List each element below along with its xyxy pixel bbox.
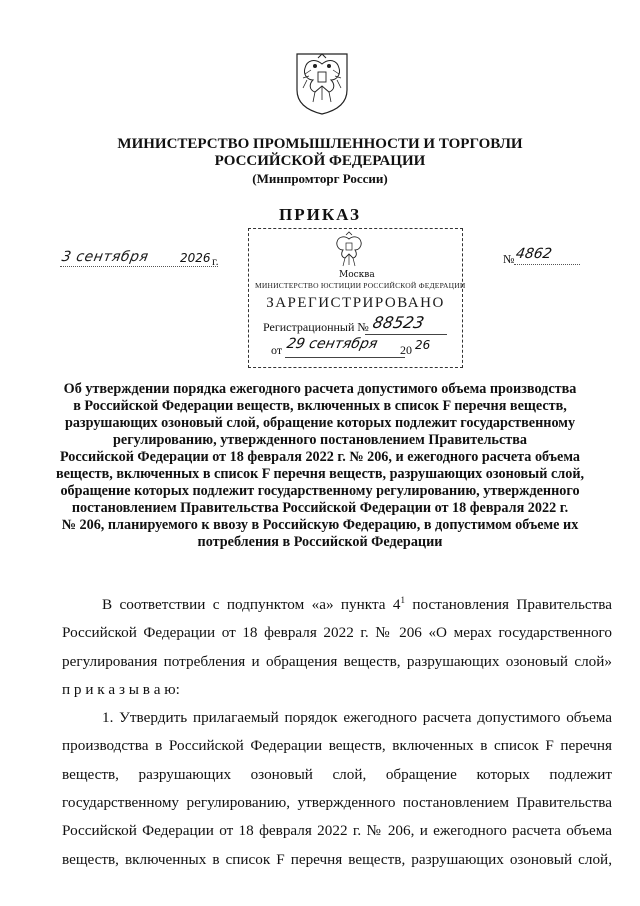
stamp-organization: МИНИСТЕРСТВО ЮСТИЦИИ РОССИЙСКОЙ ФЕДЕРАЦИИ [255, 281, 466, 290]
subject-line: в Российской Федерации веществ, включенных в список F перечня веществ, [73, 398, 567, 414]
subject-line: веществ, включенных в список F перечня веществ, разрушающих озоновый слой, [55, 466, 585, 482]
document-type-title: ПРИКАЗ [279, 205, 361, 224]
ministry-name-line1: МИНИСТЕРСТВО ПРОМЫШЛЕННОСТИ И ТОРГОВЛИ [117, 136, 523, 152]
subject-line: Российской Федерации от 18 февраля 2022 г. № 206, и ежегодного расчета объема [59, 449, 581, 465]
body-text-span: В соответствии с подпунктом «а» пункта 4 [102, 596, 401, 613]
body-line: веществ, разрушающих озоновый слой, обращение которых подлежит [62, 765, 612, 783]
body-line-prikazyvayu: п р и к а з ы в а ю: [62, 680, 180, 698]
subject-line: обращение которых подлежит государственному регулированию, утвержденного [60, 483, 580, 499]
subject-line: постановлением Правительства Российской Федерации от 18 февраля 2022 г. [71, 500, 569, 516]
year-prefix: 20 [180, 251, 196, 265]
ministry-short-name: (Минпромторг России) [252, 171, 388, 186]
stamp-year: 26 [415, 338, 431, 352]
year-suffix: г. [212, 254, 219, 268]
year-field [180, 251, 211, 265]
handwritten-date: 3 сентября [60, 249, 150, 265]
subject-line: разрушающих озоновый слой, обращение которых подлежит государственному [64, 415, 576, 431]
body-line: производства в Российской Федерации веществ, включенных в список F перечня [62, 737, 612, 755]
stamp-city: Москва [339, 270, 375, 280]
handwritten-year: 26 [195, 251, 211, 265]
stamp-date-underline [285, 357, 405, 358]
ministry-header [40, 136, 600, 187]
footnote-superscript: 1 [400, 594, 405, 605]
body-text-span: постановления Правительства [405, 596, 612, 613]
body-line [62, 591, 612, 619]
order-subject-heading [36, 381, 604, 551]
body-line: Российской Федерации от 18 февраля 2022 г. № 206 «О мерах государственного [62, 624, 612, 642]
stamp-reg-number-underline [365, 334, 447, 335]
body-line: 1. Утвердить прилагаемый порядок ежегодного расчета допустимого объема [102, 709, 612, 727]
number-label: № [503, 252, 515, 266]
stamp-status: ЗАРЕГИСТРИРОВАНО [266, 295, 445, 311]
subject-line: потребления в Российской Федерации [197, 534, 443, 550]
coat-of-arms-emblem [293, 50, 351, 116]
stamp-date: 29 сентября [285, 336, 379, 352]
stamp-year-prefix: 20 [400, 343, 412, 357]
date-underline [60, 266, 218, 267]
body-line: веществ, включенных в список F перечня веществ, разрушающих озоновый слой, [62, 850, 612, 868]
order-body [62, 591, 612, 874]
number-underline [514, 264, 580, 265]
subject-line: № 206, планируемого к ввозу в Российскую Федерацию, в допустимом объеме их [61, 517, 579, 533]
subject-line: регулированию, утвержденного постановлением Правительства [113, 432, 527, 448]
body-line: государственному регулированию, утвержденного постановлением Правительства [62, 794, 612, 812]
body-line: регулирования потребления и обращения веществ, разрушающих озоновый слой» [62, 652, 612, 670]
registration-stamp [248, 228, 466, 368]
stamp-date-label: от [271, 343, 283, 357]
body-line: Российской Федерации от 18 февраля 2022 г. № 206, и ежегодного расчета объема [62, 822, 612, 840]
stamp-emblem-icon [331, 231, 367, 271]
subject-line: Об утверждении порядка ежегодного расчета допустимого объема производства [63, 381, 577, 397]
stamp-reg-number: 88523 [370, 313, 426, 332]
handwritten-number: 4862 [514, 246, 554, 262]
ministry-name-line2: РОССИЙСКОЙ ФЕДЕРАЦИИ [214, 153, 426, 169]
stamp-reg-number-label: Регистрационный № [263, 320, 369, 334]
